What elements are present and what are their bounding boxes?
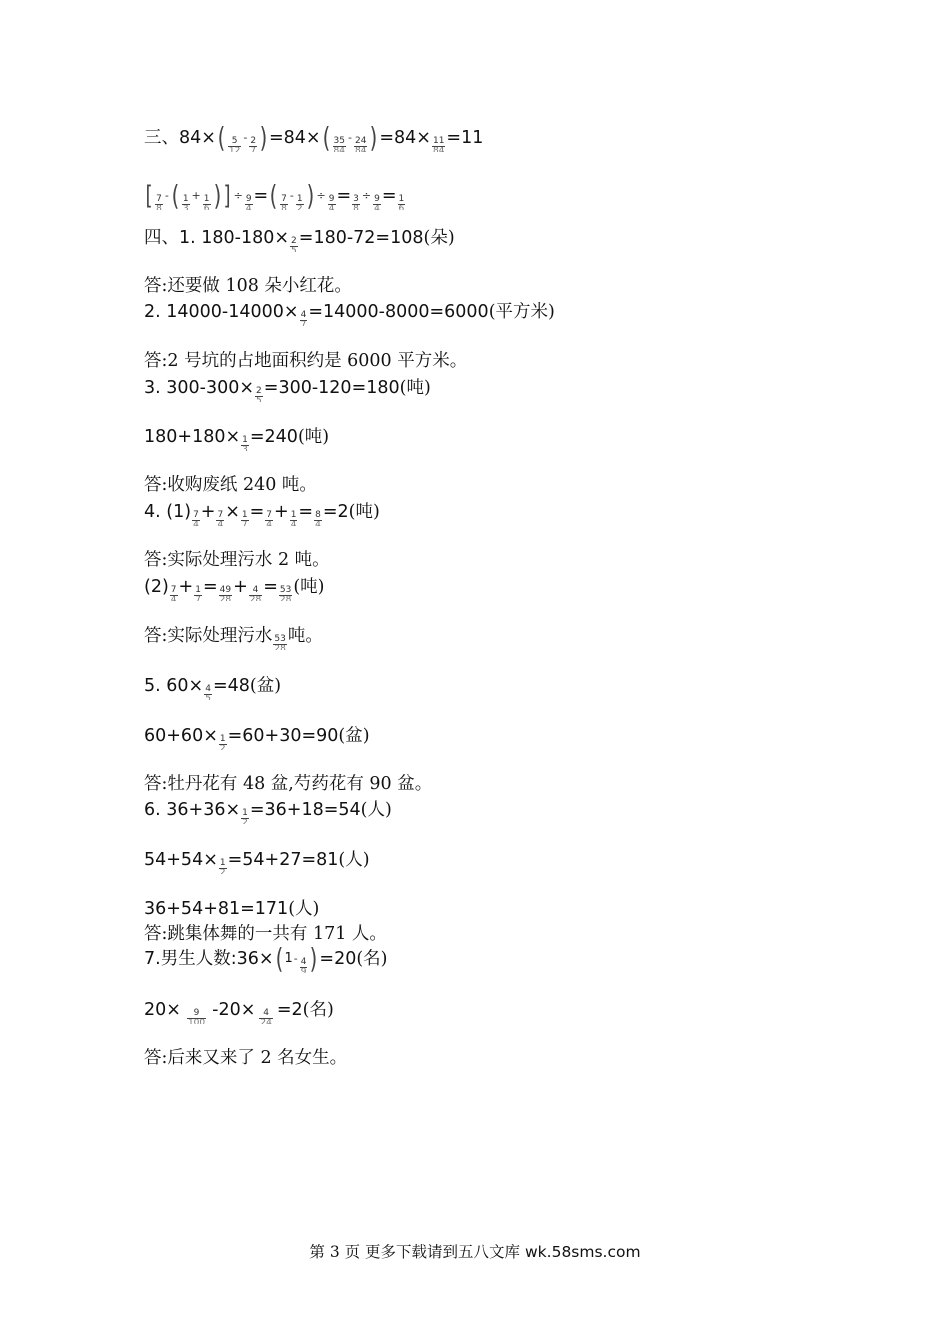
left-bracket: [	[145, 181, 153, 211]
fraction: $\frac{7}{4}$	[170, 585, 177, 601]
fraction: $\frac{9}{4}$	[374, 194, 380, 210]
right-paren: )	[306, 179, 314, 212]
right-paren: )	[213, 179, 221, 212]
fraction: $\frac{2}{5}$	[291, 236, 297, 252]
q1-answer: 答:还要做 108 朵小红花。	[144, 276, 352, 296]
fraction: $\frac{3}{8}$	[353, 194, 359, 210]
q6-line1: 6. 36+36× $\frac{1}{2}$ =36+18=54(人)	[144, 800, 392, 824]
q3-line2: 180+180× $\frac{1}{3}$ =240(吨)	[144, 427, 330, 451]
q1-line: 四、1. 180-180× $\frac{2}{5}$ =180-72=108(朵)	[144, 228, 455, 252]
q7-line1: 7.男生人数:36×( 1- $\frac{4}{9}$ )=20(名)	[144, 942, 388, 975]
q5-answer: 答:牡丹花有 48 盆,芍药花有 90 盆。	[144, 774, 433, 794]
fraction: $\frac{5}{12}$	[228, 136, 241, 152]
fraction: $\frac{7}{8}$	[156, 194, 162, 210]
q5-line1: 5. 60× $\frac{4}{5}$ =48(盆)	[144, 676, 282, 700]
fraction: $\frac{7}{4}$	[266, 510, 273, 526]
fraction: $\frac{9}{100}$	[187, 1008, 206, 1024]
fraction: $\frac{1}{3}$	[242, 435, 248, 451]
fraction: $\frac{1}{2}$	[242, 808, 248, 824]
sec3-label: 三、	[144, 128, 179, 148]
fraction: $\frac{1}{6}$	[398, 194, 405, 210]
footer-site-link[interactable]: wk.58sms.com	[525, 1243, 641, 1261]
sec3-line2: [ $\frac{7}{8}$ -( $\frac{1}{3}$ + $\frac{1}{6}$ ) ] ÷ $\frac{9}{4}$ =( $\frac{7}{8}$ - $\frac{1}{2}$ ) ÷ $\frac{9}{4}$ = $\frac{3}{8}$ ÷ $\frac{9}{4}$ = $\frac{1}{6}$	[145, 179, 405, 212]
fraction: $\frac{4}{28}$	[249, 585, 262, 601]
q2-answer: 答:2 号坑的占地面积约是 6000 平方米。	[144, 351, 468, 371]
fraction: $\frac{4}{24}$	[260, 1008, 272, 1024]
q7-line2: 20× $\frac{9}{100}$ -20× $\frac{4}{24}$ =2(名)	[144, 1000, 334, 1024]
q4-answer1: 答:实际处理污水 2 吨。	[144, 550, 330, 570]
q3-line1: 3. 300-300× $\frac{2}{5}$ =300-120=180(吨)	[144, 378, 431, 402]
fraction: $\frac{7}{8}$	[281, 194, 287, 210]
fraction: $\frac{1}{2}$	[296, 194, 303, 210]
page-footer	[0, 1242, 950, 1262]
right-paren: )	[259, 121, 268, 154]
q6-answer: 答:跳集体舞的一共有 171 人。	[144, 924, 387, 944]
sec3-line1: 三、84×( $\frac{5}{12}$ - $\frac{2}{7}$ )=84×( $\frac{35}{84}$ - $\frac{24}{84}$ )=84× $\frac{11}{84}$ =11	[144, 121, 484, 154]
q3-answer: 答:收购废纸 240 吨。	[144, 475, 317, 495]
q4-answer2: 答:实际处理污水 $\frac{53}{28}$ 吨。	[144, 626, 323, 650]
q6-line2: 54+54× $\frac{1}{2}$ =54+27=81(人)	[144, 850, 370, 874]
fraction: $\frac{1}{2}$	[219, 858, 226, 874]
left-paren: (	[269, 179, 278, 212]
fraction: $\frac{7}{4}$	[217, 510, 224, 526]
q4-line2: (2) $\frac{7}{4}$ + $\frac{1}{7}$ = $\frac{49}{28}$ + $\frac{4}{28}$ = $\frac{53}{28}$ (吨)	[144, 577, 325, 601]
q6-line3: 36+54+81=171(人)	[144, 899, 320, 919]
fraction: $\frac{1}{2}$	[219, 734, 226, 750]
right-paren: )	[370, 121, 378, 154]
fraction: $\frac{1}{3}$	[182, 194, 189, 210]
fraction: $\frac{1}{6}$	[203, 194, 210, 210]
fraction: $\frac{4}{7}$	[300, 310, 307, 326]
fraction: $\frac{9}{4}$	[328, 194, 335, 210]
fraction: $\frac{1}{7}$	[195, 585, 201, 601]
q2-line: 2. 14000-14000× $\frac{4}{7}$ =14000-8000=6000(平方米)	[144, 302, 555, 326]
q4-line1: 4. (1) $\frac{7}{4}$ + $\frac{7}{4}$ × $\frac{1}{7}$ = $\frac{7}{4}$ + $\frac{1}{4}$ = $\frac{8}{4}$ =2(吨)	[144, 502, 380, 526]
fraction: $\frac{2}{7}$	[250, 136, 257, 152]
fraction: $\frac{1}{4}$	[290, 510, 297, 526]
fraction: $\frac{49}{28}$	[219, 585, 232, 601]
right-bracket: ]	[223, 181, 232, 211]
right-paren: )	[310, 942, 318, 975]
fraction: $\frac{53}{28}$	[279, 585, 292, 601]
fraction: $\frac{24}{84}$	[354, 136, 367, 152]
fraction: $\frac{53}{28}$	[274, 634, 286, 650]
fraction: $\frac{7}{4}$	[193, 510, 199, 526]
q5-line2: 60+60× $\frac{1}{2}$ =60+30=90(盆)	[144, 726, 370, 750]
fraction: $\frac{8}{4}$	[315, 510, 321, 526]
fraction: $\frac{1}{7}$	[241, 510, 248, 526]
footer-page-text: 第 3 页 更多下载请到五八文库	[309, 1243, 521, 1261]
fraction: $\frac{4}{9}$	[300, 957, 307, 973]
left-paren: (	[275, 942, 283, 975]
fraction: $\frac{9}{4}$	[245, 194, 252, 210]
left-paren: (	[322, 121, 330, 154]
q7-answer: 答:后来又来了 2 名女生。	[144, 1048, 348, 1068]
fraction: $\frac{2}{5}$	[256, 386, 262, 402]
left-paren: (	[171, 179, 180, 212]
fraction: $\frac{4}{5}$	[205, 684, 211, 700]
fraction: $\frac{11}{84}$	[432, 136, 445, 152]
fraction: $\frac{35}{84}$	[333, 136, 345, 152]
left-paren: (	[217, 121, 226, 154]
